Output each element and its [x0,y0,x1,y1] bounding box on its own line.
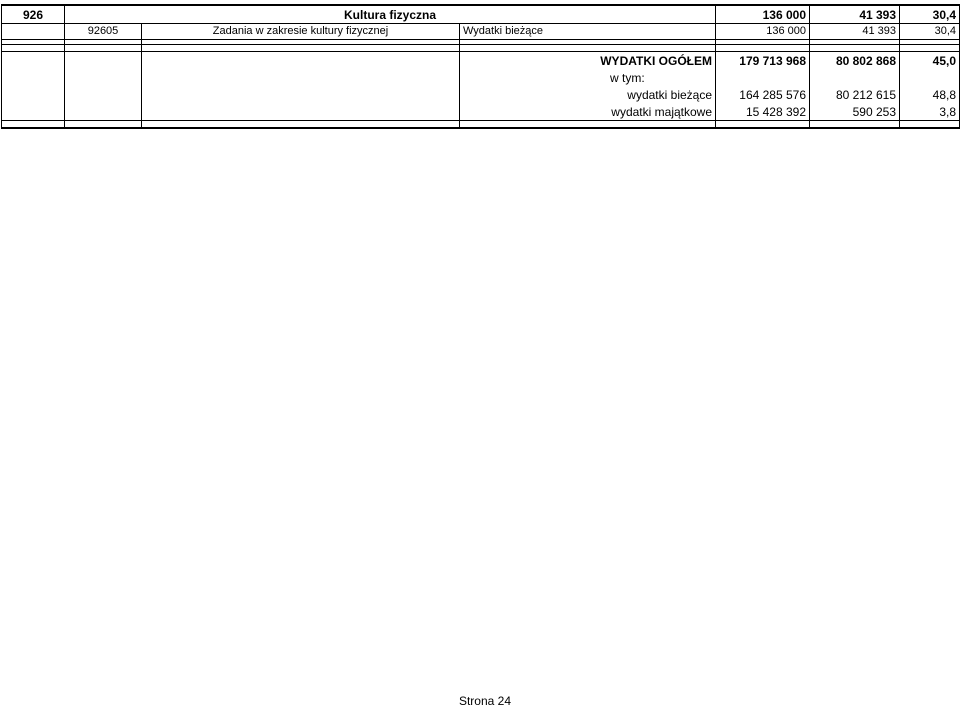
spacer-row [2,121,960,129]
total-row [2,52,960,70]
total-label: WYDATKI OGÓŁEM [460,52,716,70]
of-which-label: w tym: [460,69,716,86]
section-plan: 136 000 [716,5,810,24]
detail-executed: 41 393 [810,24,900,40]
total-percent: 45,0 [900,52,960,70]
section-percent: 30,4 [900,5,960,24]
current-expenses-plan: 164 285 576 [716,86,810,103]
section-executed: 41 393 [810,5,900,24]
detail-type: Wydatki bieżące [460,24,716,40]
capital-expenses-label: wydatki majątkowe [460,103,716,121]
current-expenses-percent: 48,8 [900,86,960,103]
detail-percent: 30,4 [900,24,960,40]
capital-expenses-row [2,103,960,121]
detail-name: Zadania w zakresie kultury fizycznej [142,24,460,40]
detail-empty-cell [2,24,65,40]
current-expenses-row [2,86,960,103]
section-row [2,5,960,24]
section-title: Kultura fizyczna [65,5,716,24]
section-code: 926 [2,5,65,24]
page-number: Strona 24 [458,694,512,708]
detail-plan: 136 000 [716,24,810,40]
detail-code: 92605 [65,24,142,40]
budget-table [1,4,960,129]
capital-expenses-plan: 15 428 392 [716,103,810,121]
total-executed: 80 802 868 [810,52,900,70]
current-expenses-label: wydatki bieżące [460,86,716,103]
of-which-row [2,69,960,86]
total-plan: 179 713 968 [716,52,810,70]
current-expenses-executed: 80 212 615 [810,86,900,103]
spacer-row [2,45,960,52]
capital-expenses-percent: 3,8 [900,103,960,121]
detail-row [2,24,960,40]
capital-expenses-executed: 590 253 [810,103,900,121]
